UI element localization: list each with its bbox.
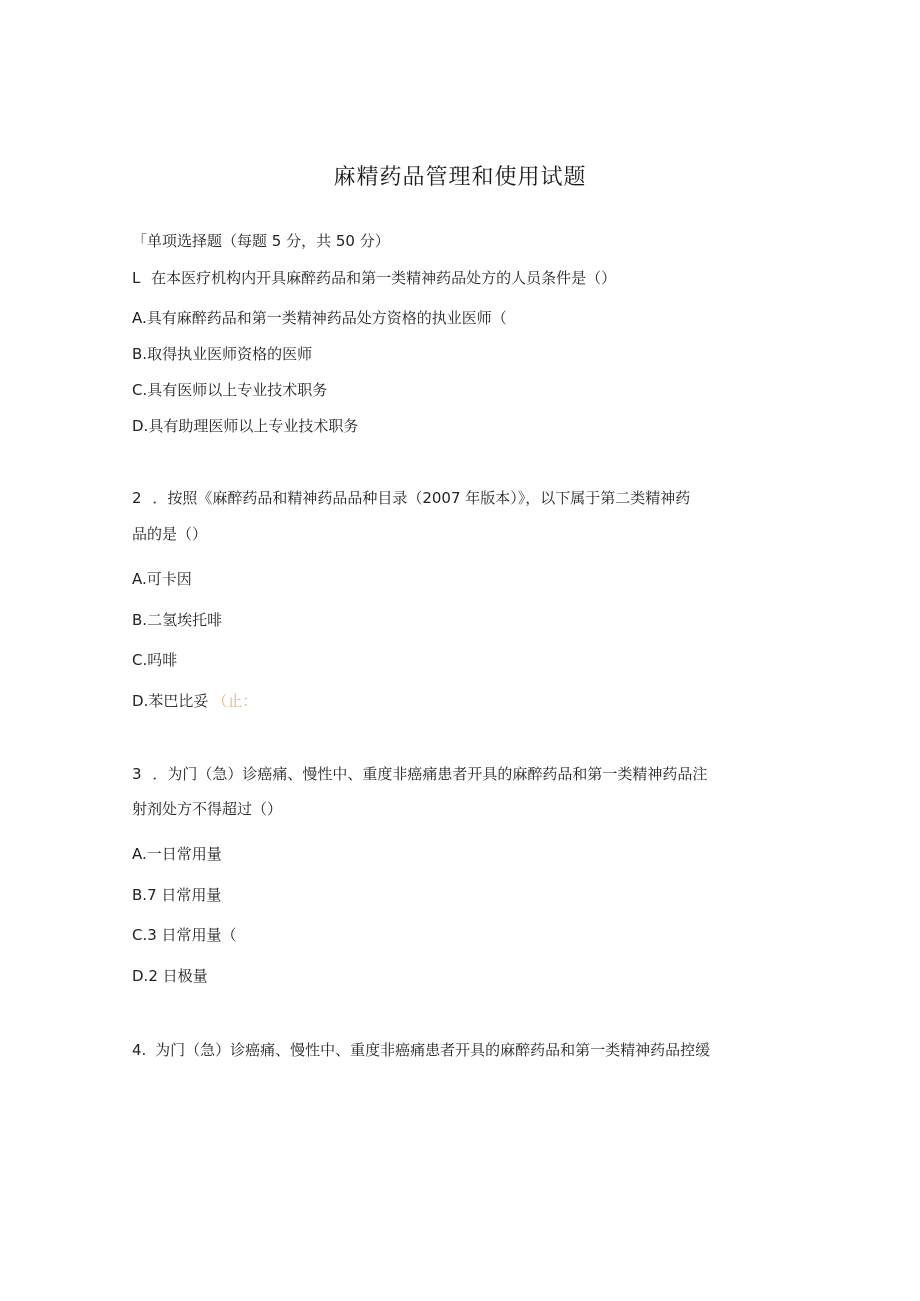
question-4-stem (132, 1040, 710, 1060)
option-text: 吗啡 (147, 651, 178, 669)
question-number: 2 (132, 489, 142, 507)
option-label: D. (132, 692, 149, 710)
question-stem-text: ．按照《麻醉药品和精神药品品种目录（2007 年版本）》，以下属于第二类精神药 (152, 489, 691, 507)
option-text: 具有麻醉药品和第一类精神药品处方资格的执业医师（ (146, 309, 507, 327)
question-stem-text: 为门（急）诊癌痛、慢性中、重度非癌痛患者开具的麻醉药品和第一类精神药品控缓 (155, 1041, 711, 1059)
question-1-option-b (132, 344, 312, 364)
question-stem-text: ．为门（急）诊癌痛、慢性中、重度非癌痛患者开具的麻醉药品和第一类精神药品注 (152, 765, 708, 783)
question-3-stem (132, 764, 707, 784)
option-label: B. (132, 345, 148, 363)
question-1-option-d (132, 416, 358, 436)
question-2-option-b (132, 610, 222, 630)
option-label: A. (132, 309, 147, 327)
question-2-stem-continued: 品的是（） (132, 525, 208, 543)
question-number: 4. (132, 1041, 147, 1059)
option-text: 苯巴比妥 (148, 692, 209, 710)
section-header: 「单项选择题（每题 5 分，共 50 分） (132, 232, 390, 250)
question-stem-text: 在本医疗机构内开具麻醉药品和第一类精神药品处方的人员条件是（） (151, 269, 617, 287)
question-2-option-a (132, 569, 192, 589)
question-3-option-a (132, 844, 222, 864)
question-number: L (132, 269, 141, 287)
question-2-stem (132, 488, 690, 508)
annotation-mark: （止： (212, 692, 258, 710)
question-2-option-c (132, 650, 177, 670)
option-text: 3 日常用量（ (147, 926, 237, 944)
question-1-option-c (132, 380, 327, 400)
option-text: 取得执业医师资格的医师 (147, 345, 313, 363)
option-label: A. (132, 570, 147, 588)
question-3-option-d (132, 966, 208, 986)
option-text: 2 日极量 (148, 967, 208, 985)
question-3-stem-continued: 射剂处方不得超过（） (132, 800, 283, 818)
page-title: 麻精药品管理和使用试题 (333, 165, 587, 190)
option-label: D. (132, 967, 149, 985)
option-label: C. (132, 381, 148, 399)
option-text: 7 日常用量 (147, 886, 222, 904)
option-label: B. (132, 886, 148, 904)
question-3-option-c (132, 925, 237, 945)
option-label: A. (132, 845, 147, 863)
option-label: C. (132, 926, 148, 944)
option-text: 可卡因 (146, 570, 192, 588)
option-text: 具有助理医师以上专业技术职务 (148, 417, 359, 435)
question-2-option-d (132, 691, 257, 711)
option-text: 二氢埃托啡 (147, 611, 223, 629)
option-text: 具有医师以上专业技术职务 (147, 381, 328, 399)
option-text: 一日常用量 (146, 845, 222, 863)
option-label: B. (132, 611, 148, 629)
question-3-option-b (132, 885, 221, 905)
question-1-stem (132, 268, 616, 288)
question-number: 3 (132, 765, 142, 783)
question-1-option-a (132, 308, 507, 328)
option-label: C. (132, 651, 148, 669)
option-label: D. (132, 417, 149, 435)
